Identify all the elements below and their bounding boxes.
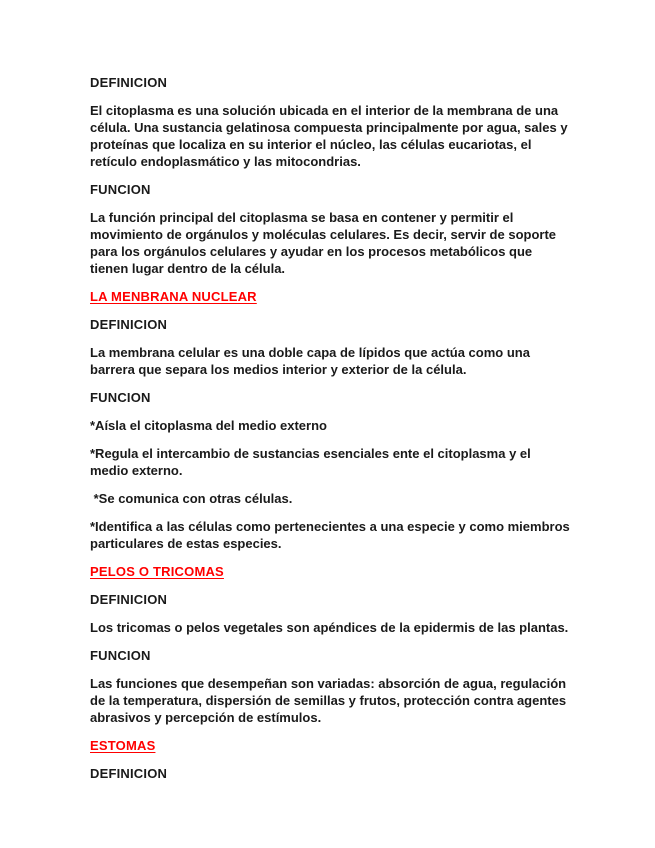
red-heading-membrana-nuclear: LA MENBRANA NUCLEAR bbox=[90, 289, 257, 304]
paragraph-membrana-funcion-regula: *Regula el intercambio de sustancias esenciales ente el citoplasma y el medio externo. bbox=[90, 446, 535, 478]
paragraph-tricomas-definicion: Los tricomas o pelos vegetales son apéndices de la epidermis de las plantas. bbox=[90, 620, 569, 635]
paragraph-membrana-funcion-identifica: *Identifica a las células como pertenecientes a una especie y como miembros particulares de estas especies. bbox=[90, 519, 574, 551]
paragraph-tricomas-funcion: Las funciones que desempeñan son variadas: absorción de agua, regulación de la temperatura, dispersión de semillas y frutos, protección contra agentes abrasivos y percepción de estímulos. bbox=[90, 676, 570, 725]
subheading-definicion-tricomas: DEFINICION bbox=[90, 592, 168, 607]
paragraph-citoplasma-funcion: La función principal del citoplasma se basa en contener y permitir el movimiento de orgánulos y moléculas celulares. Es decir, servir de soporte para los orgánulos celulares y ayudar en los procesos metabólicos que tienen lugar dentro de la célula. bbox=[90, 210, 560, 276]
paragraph-membrana-funcion-aisla: *Aísla el citoplasma del medio externo bbox=[90, 418, 327, 433]
subheading-definicion-citoplasma: DEFINICION bbox=[90, 75, 168, 90]
subheading-definicion-estomas: DEFINICION bbox=[90, 766, 168, 781]
red-heading-estomas: ESTOMAS bbox=[90, 738, 156, 753]
paragraph-membrana-definicion: La membrana celular es una doble capa de lípidos que actúa como una barrera que separa los medios interior y exterior de la célula. bbox=[90, 345, 534, 377]
subheading-definicion-membrana: DEFINICION bbox=[90, 317, 168, 332]
red-heading-pelos-o-tricomas: PELOS O TRICOMAS bbox=[90, 564, 224, 579]
paragraph-citoplasma-definicion: El citoplasma es una solución ubicada en el interior de la membrana de una célula. Una sustancia gelatinosa compuesta principalmente por agua, sales y proteínas que localiza en su interior el núcleo, las células eucariotas, el retículo endoplasmático y las mitocondrias. bbox=[90, 103, 572, 169]
subheading-funcion-citoplasma: FUNCION bbox=[90, 182, 151, 197]
paragraph-membrana-funcion-comunica: *Se comunica con otras células. bbox=[90, 491, 293, 506]
subheading-funcion-membrana: FUNCION bbox=[90, 390, 151, 405]
subheading-funcion-tricomas: FUNCION bbox=[90, 648, 151, 663]
